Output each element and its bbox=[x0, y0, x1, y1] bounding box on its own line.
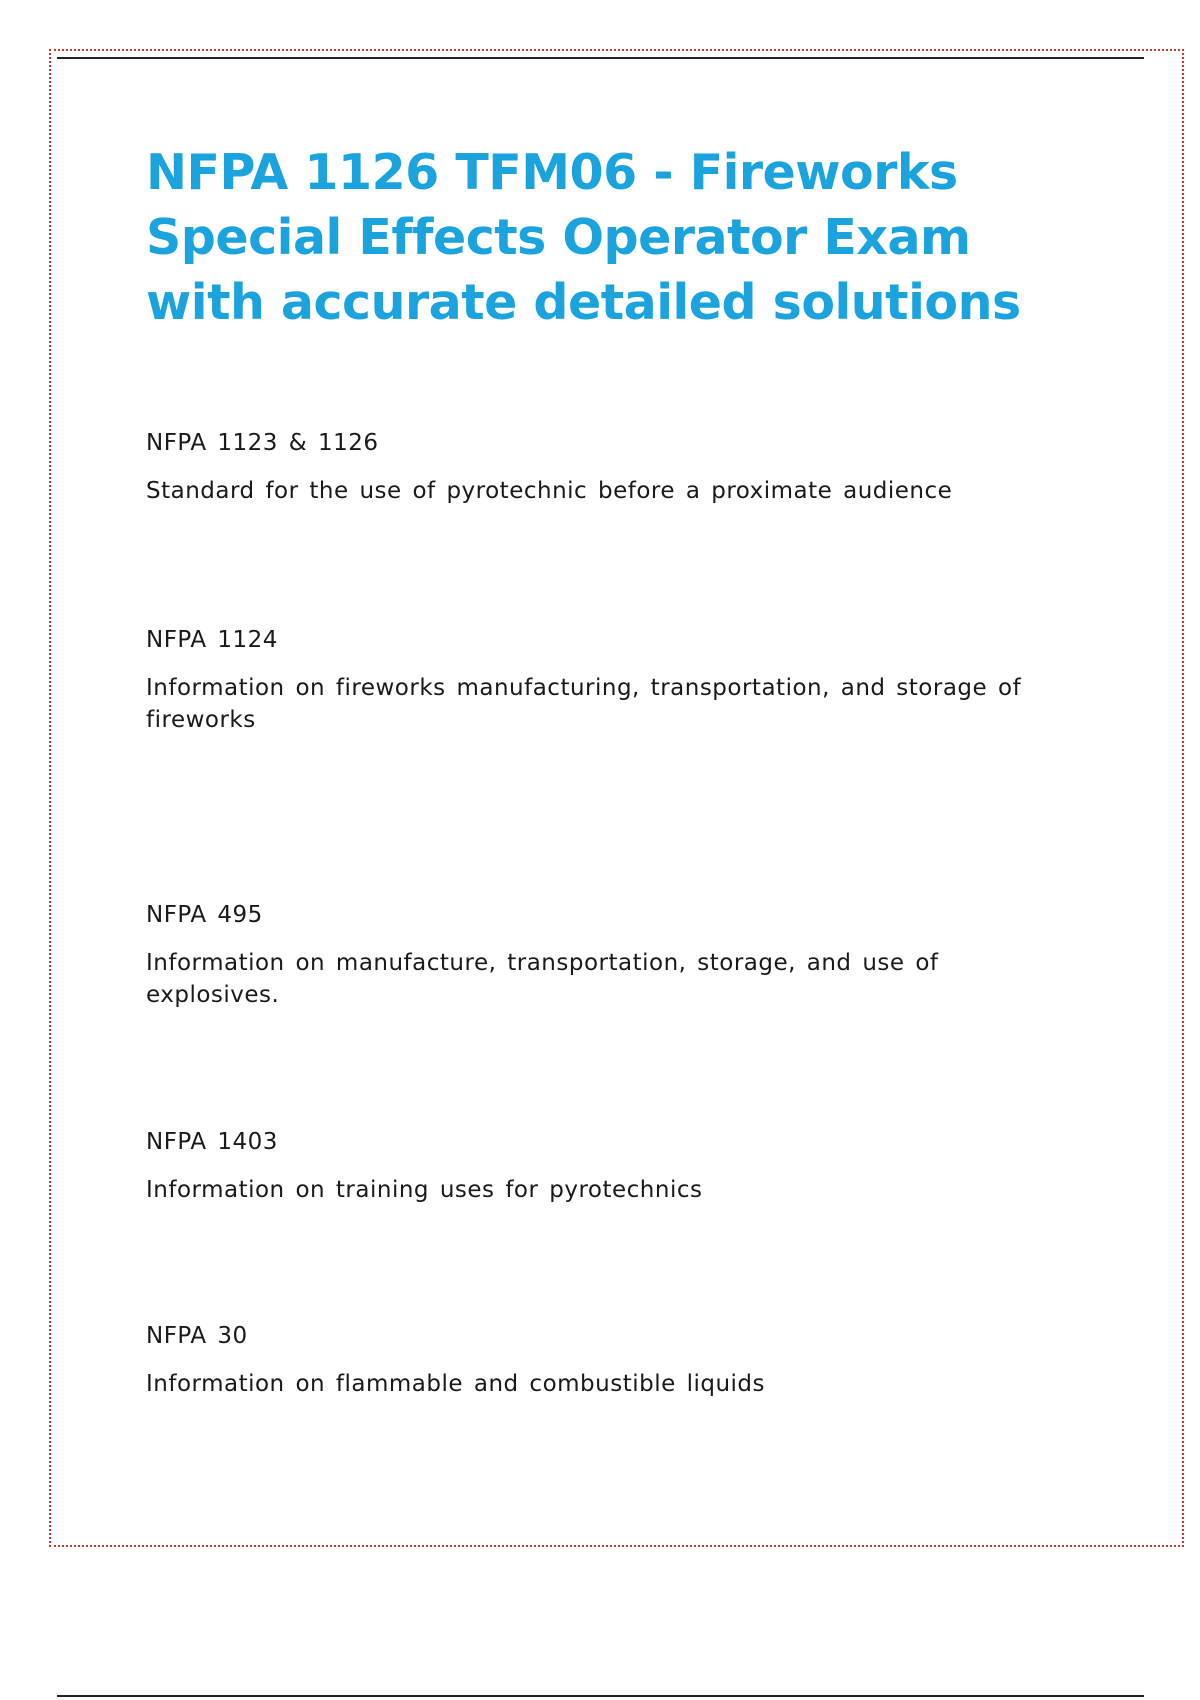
qa-term: NFPA 30 bbox=[146, 1323, 248, 1349]
page-title: NFPA 1126 TFM06 - Fireworks Special Effects Operator Exam with accurate detailed solutions bbox=[146, 144, 1021, 331]
qa-definition: Information on flammable and combustible liquids bbox=[146, 1371, 765, 1397]
qa-item bbox=[146, 624, 1046, 736]
qa-definition: Information on fireworks manufacturing, transportation, and storage of fireworks bbox=[146, 675, 1022, 733]
qa-item bbox=[146, 1320, 1046, 1400]
bottom-rule bbox=[57, 1695, 1144, 1697]
qa-term: NFPA 1403 bbox=[146, 1129, 278, 1155]
qa-definition: Information on manufacture, transportation, storage, and use of explosives. bbox=[146, 950, 939, 1008]
qa-item bbox=[146, 427, 1046, 507]
qa-definition: Standard for the use of pyrotechnic before a proximate audience bbox=[146, 478, 953, 504]
qa-term: NFPA 1124 bbox=[146, 627, 278, 653]
qa-term: NFPA 495 bbox=[146, 902, 263, 928]
top-rule bbox=[57, 57, 1144, 59]
qa-item bbox=[146, 1126, 1046, 1206]
qa-term: NFPA 1123 & 1126 bbox=[146, 430, 379, 456]
qa-definition: Information on training uses for pyrotechnics bbox=[146, 1177, 703, 1203]
qa-item bbox=[146, 899, 1046, 1011]
title-block bbox=[146, 140, 1096, 335]
